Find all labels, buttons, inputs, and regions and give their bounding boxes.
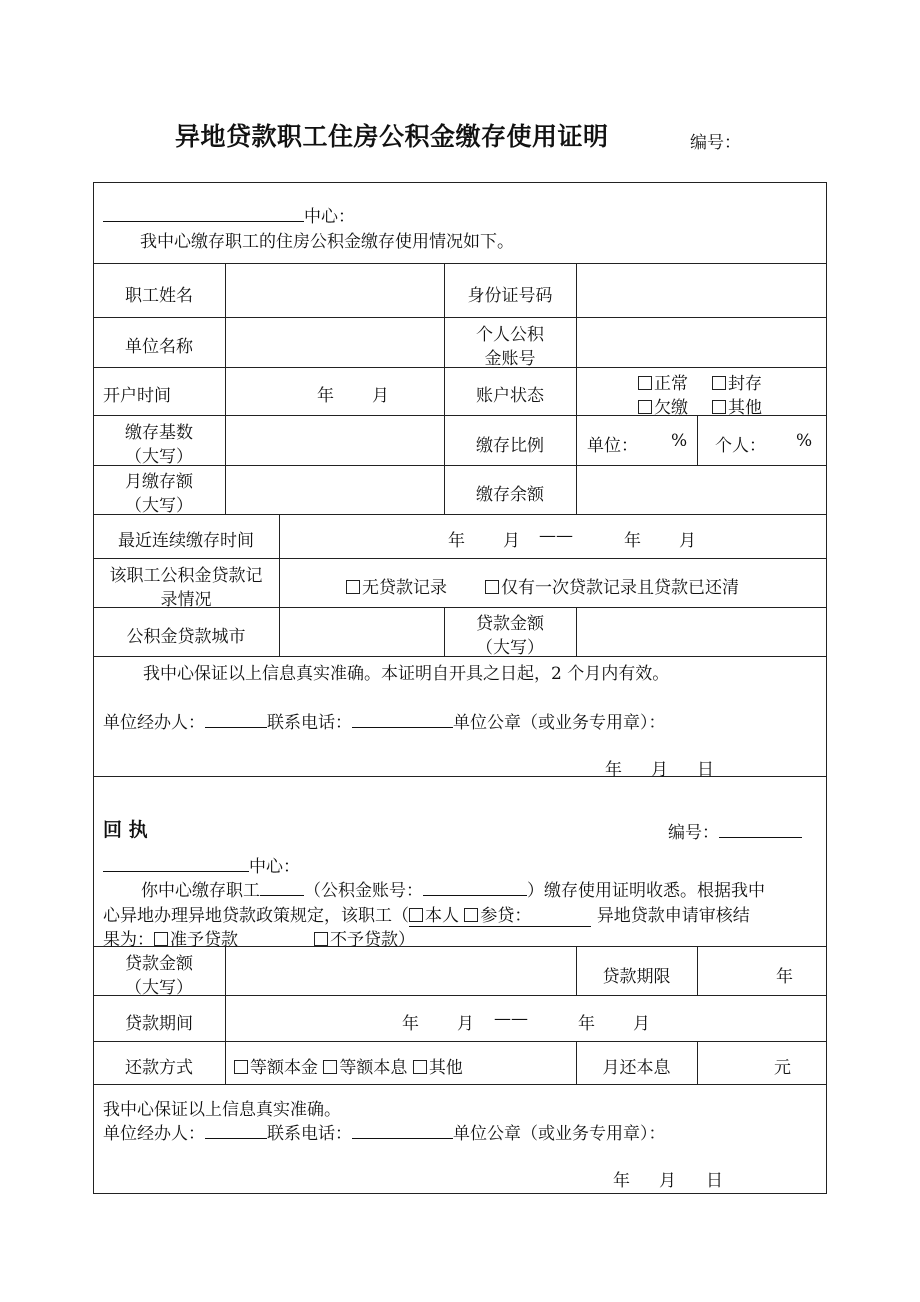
issue-month: 月 xyxy=(651,760,668,780)
col-divider xyxy=(697,946,698,995)
repay-method-label: 还款方式 xyxy=(125,1058,193,1078)
repay-other-option[interactable]: 其他 xyxy=(413,1058,463,1078)
receipt-title: 回 执 xyxy=(103,819,148,841)
no-loan-option[interactable]: 无贷款记录 xyxy=(346,573,447,598)
seal-label: 单位公章（或业务专用章）： xyxy=(453,713,666,733)
receipt-center-suffix: 中心： xyxy=(249,857,300,877)
center-name-blank[interactable] xyxy=(103,205,304,222)
checkbox-icon[interactable] xyxy=(234,1060,248,1074)
status-sealed-option[interactable]: 封存 xyxy=(712,369,762,394)
borrower-self-option[interactable]: 本人 xyxy=(409,906,459,926)
account-status-label: 账户状态 xyxy=(476,386,544,406)
ratio-personal-percent: % xyxy=(796,431,813,451)
monthly-repay-unit: 元 xyxy=(774,1058,791,1078)
balance-label: 缴存余额 xyxy=(476,485,544,505)
checkbox-icon[interactable] xyxy=(409,908,423,922)
receipt-day: 日 xyxy=(706,1171,723,1191)
recent-dash: —— xyxy=(539,526,573,546)
ratio-unit-percent: % xyxy=(671,431,688,451)
ratio-unit-label: 单位： xyxy=(587,436,638,456)
id-number-label: 身份证号码 xyxy=(467,286,553,306)
period-dash: —— xyxy=(494,1009,528,1029)
balance-field[interactable] xyxy=(577,466,826,514)
account-number-field[interactable] xyxy=(577,318,826,367)
receipt-phone-blank[interactable] xyxy=(352,1122,453,1139)
receipt-line2-end: 异地贷款申请审核结 xyxy=(596,906,750,926)
guarantee-text: 我中心保证以上信息真实准确。本证明自开具之日起，2 个月内有效。 xyxy=(143,664,670,684)
checkbox-icon[interactable] xyxy=(638,376,652,390)
loan-term-year-unit: 年 xyxy=(776,967,793,987)
receipt-line2-text: 心异地办理异地贷款政策规定，该职工（ xyxy=(103,906,409,926)
col-divider xyxy=(697,415,698,465)
monthly-field[interactable] xyxy=(226,466,444,514)
status-other-option[interactable]: 其他 xyxy=(712,393,762,418)
checkbox-icon[interactable] xyxy=(323,1060,337,1074)
checkbox-icon[interactable] xyxy=(154,932,168,946)
base-label-line2: （大写） xyxy=(125,447,193,467)
row-divider xyxy=(93,1041,827,1042)
receipt-employee-blank[interactable] xyxy=(260,879,304,896)
reject-option[interactable]: 不予贷款） xyxy=(314,930,415,950)
checkbox-icon[interactable] xyxy=(638,400,652,414)
row-divider xyxy=(93,1084,827,1085)
name-field[interactable] xyxy=(226,264,444,317)
period-end-month: 月 xyxy=(633,1014,650,1034)
row-divider xyxy=(93,558,827,559)
employer-label: 单位名称 xyxy=(125,337,193,357)
id-number-field[interactable] xyxy=(577,264,826,317)
handler-label: 单位经办人： xyxy=(103,713,205,733)
open-year-label: 年 xyxy=(317,386,334,406)
base-field[interactable] xyxy=(226,416,444,465)
receipt-borrower-options xyxy=(409,906,591,927)
checkbox-icon[interactable] xyxy=(346,580,360,594)
handler-blank[interactable] xyxy=(205,711,267,728)
checkbox-icon[interactable] xyxy=(712,376,726,390)
checkbox-icon[interactable] xyxy=(485,580,499,594)
checkbox-icon[interactable] xyxy=(413,1060,427,1074)
receipt-guarantee-text: 我中心保证以上信息真实准确。 xyxy=(103,1100,341,1120)
receipt-center-blank[interactable] xyxy=(103,855,249,872)
receipt-month: 月 xyxy=(659,1171,676,1191)
monthly-label-line2: （大写） xyxy=(125,496,193,516)
employer-field[interactable] xyxy=(226,318,444,367)
receipt-handler-label: 单位经办人： xyxy=(103,1124,205,1144)
base-label-line1: 缴存基数 xyxy=(125,423,193,443)
loan-amount-field[interactable] xyxy=(577,608,826,656)
name-label: 职工姓名 xyxy=(125,286,193,306)
receipt-line3-text: 果为： xyxy=(103,930,154,950)
receipt-serial-label: 编号： xyxy=(668,823,719,843)
loan-amount-label-line1: 贷款金额 xyxy=(476,614,544,634)
recent-end-year: 年 xyxy=(624,531,641,551)
receipt-account-blank[interactable] xyxy=(423,879,527,896)
repay-annuity-option[interactable]: 等额本息 xyxy=(323,1058,407,1078)
approve-option[interactable]: 准予贷款 xyxy=(154,930,238,950)
monthly-repay-label: 月还本息 xyxy=(602,1058,671,1078)
receipt-phone-label: 联系电话： xyxy=(267,1124,352,1144)
receipt-amount-field[interactable] xyxy=(226,947,576,995)
borrower-co-option[interactable]: 参贷： xyxy=(464,906,531,926)
loan-record-label-line1: 该职工公积金贷款记 xyxy=(109,566,263,586)
receipt-line1-text: 你中心缴存职工 xyxy=(141,881,260,901)
checkbox-icon[interactable] xyxy=(712,400,726,414)
monthly-label-line1: 月缴存额 xyxy=(125,472,193,492)
loan-term-label: 贷款期限 xyxy=(602,967,671,987)
loan-record-label-line2: 录情况 xyxy=(160,590,212,610)
receipt-serial-blank[interactable] xyxy=(719,821,802,838)
serial-number-label: 编号： xyxy=(690,133,741,153)
receipt-amount-label-line2: （大写） xyxy=(125,978,193,998)
repay-principal-option[interactable]: 等额本金 xyxy=(234,1058,318,1078)
phone-label: 联系电话： xyxy=(267,713,352,733)
status-normal-option[interactable]: 正常 xyxy=(638,369,688,394)
open-month-label: 月 xyxy=(372,386,389,406)
receipt-amount-label-line1: 贷款金额 xyxy=(125,954,193,974)
section-divider xyxy=(93,776,827,777)
status-arrears-option[interactable]: 欠缴 xyxy=(638,393,688,418)
receipt-line1-end: ）缴存使用证明收悉。根据我中 xyxy=(527,881,765,901)
recent-start-month: 月 xyxy=(503,531,520,551)
receipt-seal-label: 单位公章（或业务专用章）： xyxy=(453,1124,666,1144)
recent-start-year: 年 xyxy=(448,531,465,551)
ratio-label: 缴存比例 xyxy=(476,436,544,456)
intro-statement: 我中心缴存职工的住房公积金缴存使用情况如下。 xyxy=(140,232,514,252)
recent-period-label: 最近连续缴存时间 xyxy=(118,531,254,551)
page-title: 异地贷款职工住房公积金缴存使用证明 xyxy=(175,122,609,151)
one-loan-repaid-option[interactable]: 仅有一次贷款记录且贷款已还清 xyxy=(485,573,739,598)
phone-blank[interactable] xyxy=(352,711,453,728)
loan-city-label: 公积金贷款城市 xyxy=(126,627,246,647)
loan-amount-label-line2: （大写） xyxy=(476,638,544,658)
account-label-line1: 个人公积 xyxy=(476,325,544,345)
loan-period-label: 贷款期间 xyxy=(125,1014,193,1034)
account-label-line2: 金账号 xyxy=(484,349,536,369)
issue-year: 年 xyxy=(605,760,622,780)
center-suffix: 中心： xyxy=(304,207,355,227)
checkbox-icon[interactable] xyxy=(464,908,478,922)
issue-day: 日 xyxy=(697,760,714,780)
receipt-handler-blank[interactable] xyxy=(205,1122,267,1139)
loan-city-field[interactable] xyxy=(280,608,444,656)
period-end-year: 年 xyxy=(578,1014,595,1034)
receipt-account-label: （公积金账号： xyxy=(304,881,423,901)
col-divider xyxy=(697,1041,698,1084)
receipt-year: 年 xyxy=(613,1171,630,1191)
checkbox-icon[interactable] xyxy=(314,932,328,946)
recent-end-month: 月 xyxy=(679,531,696,551)
open-date-label: 开户时间 xyxy=(103,386,171,406)
ratio-personal-label: 个人： xyxy=(715,436,766,456)
period-start-year: 年 xyxy=(402,1014,419,1034)
period-start-month: 月 xyxy=(457,1014,474,1034)
